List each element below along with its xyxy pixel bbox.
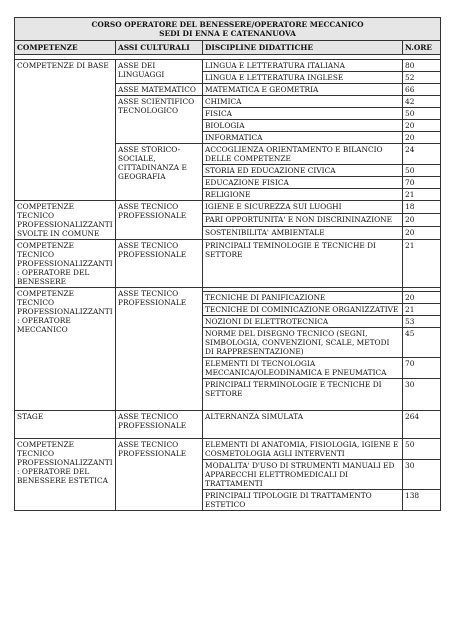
ore-cell: 45: [403, 328, 441, 358]
ore-cell: 70: [403, 358, 441, 379]
table-row: [15, 201, 441, 214]
ore-cell: 50: [403, 108, 441, 120]
ore-cell: 80: [403, 60, 441, 72]
table-row: [15, 439, 441, 460]
title-line-1: CORSO OPERATORE DEL BENESSERE/OPERATORE MECCANICO: [91, 20, 364, 29]
asse-cell: ASSE TECNICO PROFESSIONALE: [116, 411, 203, 439]
disciplina-cell: BIOLOGIA: [203, 120, 403, 132]
competenze-cell: COMPETENZE TECNICO PROFESSIONALIZZANTI SVOLTE IN COMUNE: [15, 201, 116, 240]
competenze-cell: COMPETENZE DI BASE: [15, 60, 116, 201]
competenze-cell: COMPETENZE TECNICO PROFESSIONALIZZANTI: OPERATORE DEL BENESSERE: [15, 240, 116, 288]
disciplina-cell: NOZIONI DI ELETTROTECNICA: [203, 316, 403, 328]
competenze-cell: COMPETENZE TECNICO PROFESSIONALIZZANTI: OPERATORE MECCANICO: [15, 288, 116, 411]
asse-cell: ASSE SCIENTIFICO TECNOLOGICO: [116, 96, 203, 144]
ore-cell: 21: [403, 189, 441, 201]
ore-cell: 20: [403, 227, 441, 240]
disciplina-cell: RELIGIONE: [203, 189, 403, 201]
asse-cell: ASSE MATEMATICO: [116, 84, 203, 96]
ore-cell: 20: [403, 292, 441, 304]
disciplina-cell: EDUCAZIONE FISICA: [203, 177, 403, 189]
competenze-cell: COMPETENZE TECNICO PROFESSIONALIZZANTI: OPERATORE DEL BENESSERE ESTETICA: [15, 439, 116, 511]
col-header-ore: N.ORE: [403, 41, 441, 55]
ore-cell: 20: [403, 132, 441, 144]
disciplina-cell: ELEMENTI DI ANATOMIA, FISIOLOGIA, IGIENE E COSMETOLOGIA AGLI INTERVENTI: [203, 439, 403, 460]
table-row: [15, 60, 441, 72]
disciplina-cell: LINGUA E LETTERATURA ITALIANA: [203, 60, 403, 72]
asse-cell: ASSE DEI LINGUAGGI: [116, 60, 203, 84]
ore-cell: 20: [403, 120, 441, 132]
col-header-assi: ASSI CULTURALI: [116, 41, 203, 55]
table-row: [15, 240, 441, 288]
asse-cell: ASSE STORICO-SOCIALE, CITTADINANZA E GEOGRAFIA: [116, 144, 203, 201]
curriculum-table: [14, 17, 441, 511]
ore-cell: 21: [403, 240, 441, 288]
disciplina-cell: TECNICHE DI PANIFICAZIONE: [203, 292, 403, 304]
col-header-competenze: COMPETENZE: [15, 41, 116, 55]
ore-cell: 66: [403, 84, 441, 96]
disciplina-cell: ALTERNANZA SIMULATA: [203, 411, 403, 439]
ore-cell: 50: [403, 165, 441, 177]
ore-cell: 30: [403, 379, 441, 411]
asse-cell: ASSE TECNICO PROFESSIONALE: [116, 201, 203, 240]
asse-cell: ASSE TECNICO PROFESSIONALE: [116, 240, 203, 288]
disciplina-cell: SOSTENIBILITA' AMBIENTALE: [203, 227, 403, 240]
disciplina-cell: IGIENE E SICUREZZA SUI LUOGHI: [203, 201, 403, 214]
ore-cell: 138: [403, 490, 441, 511]
document: [14, 17, 440, 511]
disciplina-cell: PRINCIPALI TERMINOLOGIE E TECNICHE DI SETTORE: [203, 379, 403, 411]
disciplina-cell: MATEMATICA E GEOMETRIA: [203, 84, 403, 96]
ore-cell: 24: [403, 144, 441, 165]
disciplina-cell: CHIMICA: [203, 96, 403, 108]
ore-cell: 42: [403, 96, 441, 108]
table-row: [15, 411, 441, 439]
disciplina-cell: FISICA: [203, 108, 403, 120]
title-line-2: SEDI DI ENNA E CATENANUOVA: [159, 29, 296, 38]
disciplina-cell: LINGUA E LETTERATURA INGLESE: [203, 72, 403, 84]
disciplina-cell: TECNICHE DI COMINICAZIONE ORGANIZZATIVE: [203, 304, 403, 316]
disciplina-cell: ACCOGLIENZA ORIENTAMENTO E BILANCIO DELLE COMPETENZE: [203, 144, 403, 165]
disciplina-cell: PRINCIPALI TEMINOLOGIE E TECNICHE DI SETTORE: [203, 240, 403, 288]
ore-cell: 53: [403, 316, 441, 328]
disciplina-cell: MODALITA' D'USO DI STRUMENTI MANUALI ED APPARECCHI ELETTROMEDICALI DI TRATTAMENTI: [203, 460, 403, 490]
ore-cell: 70: [403, 177, 441, 189]
ore-cell: 18: [403, 201, 441, 214]
disciplina-cell: STORIA ED EDUCAZIONE CIVICA: [203, 165, 403, 177]
title-row: [15, 18, 441, 41]
disciplina-cell: INFORMATICA: [203, 132, 403, 144]
disciplina-cell: PARI OPPORTUNITA' E NON DISCRININAZIONE: [203, 214, 403, 227]
ore-cell: 30: [403, 460, 441, 490]
disciplina-cell: ELEMENTI DI TECNOLOGIA MECCANICA/OLEODINAMICA E PNEUMATICA: [203, 358, 403, 379]
disciplina-cell: NORME DEL DISEGNO TECNICO (SEGNI, SIMBOLOGIA, CONVENZIONI, SCALE, METODI DI RAPPRESENTAZIONE): [203, 328, 403, 358]
asse-cell: ASSE TECNICO PROFESSIONALE: [116, 439, 203, 511]
competenze-cell: STAGE: [15, 411, 116, 439]
ore-cell: 50: [403, 439, 441, 460]
ore-cell: 20: [403, 214, 441, 227]
ore-cell: 21: [403, 304, 441, 316]
column-header-row: [15, 41, 441, 55]
ore-cell: 264: [403, 411, 441, 439]
disciplina-cell: PRINCIPALI TIPOLOGIE DI TRATTAMENTO ESTETICO: [203, 490, 403, 511]
asse-cell: ASSE TECNICO PROFESSIONALE: [116, 288, 203, 411]
ore-cell: 52: [403, 72, 441, 84]
table-title: [15, 18, 441, 41]
col-header-discipline: DISCIPLINE DIDATTICHE: [203, 41, 403, 55]
